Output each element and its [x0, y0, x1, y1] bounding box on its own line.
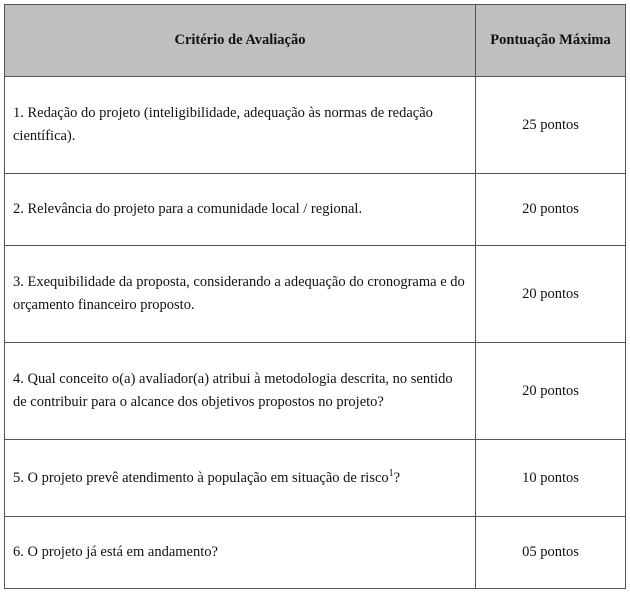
table-row — [5, 77, 626, 174]
table-body — [5, 77, 626, 589]
evaluation-criteria-table — [4, 4, 626, 589]
score-column-header: Pontuação Máxima — [476, 5, 626, 77]
table-row — [5, 517, 626, 589]
table-header-row — [5, 5, 626, 77]
score-cell: 25 pontos — [476, 77, 626, 174]
criterion-cell: 2. Relevância do projeto para a comunidade local / regional. — [5, 174, 476, 246]
score-cell: 20 pontos — [476, 174, 626, 246]
criterion-cell — [5, 440, 476, 517]
table-row — [5, 343, 626, 440]
table-row — [5, 174, 626, 246]
table-row — [5, 440, 626, 517]
score-cell: 05 pontos — [476, 517, 626, 589]
criterion-column-header: Critério de Avaliação — [5, 5, 476, 77]
criterion-cell: 1. Redação do projeto (inteligibilidade, adequação às normas de redação científica). — [5, 77, 476, 174]
score-cell: 20 pontos — [476, 246, 626, 343]
footnote-reference: 1 — [388, 467, 394, 479]
criterion-cell: 4. Qual conceito o(a) avaliador(a) atribui à metodologia descrita, no sentido de contribuir para o alcance dos objetivos propostos no projeto? — [5, 343, 476, 440]
criterion-text: 5. O projeto prevê atendimento à população em situação de risco — [13, 469, 389, 486]
criterion-cell: 3. Exequibilidade da proposta, considerando a adequação do cronograma e do orçamento financeiro proposto. — [5, 246, 476, 343]
score-cell: 20 pontos — [476, 343, 626, 440]
table-header — [5, 5, 626, 77]
table-row — [5, 246, 626, 343]
score-cell: 10 pontos — [476, 440, 626, 517]
criterion-suffix: ? — [393, 469, 401, 486]
criterion-cell: 6. O projeto já está em andamento? — [5, 517, 476, 589]
